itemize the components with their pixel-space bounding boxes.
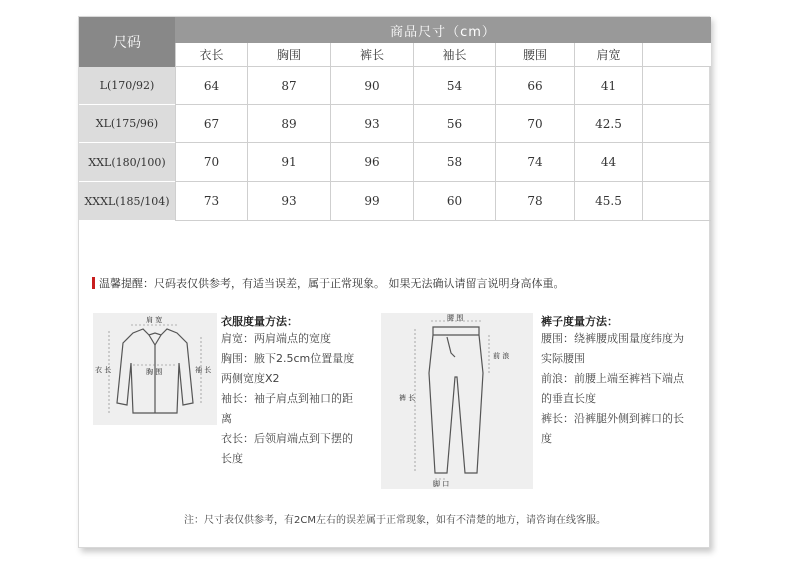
table-cell-empty [642,143,711,182]
table-cell-empty [642,67,711,105]
length-label: 衣 长 [95,366,112,374]
method-line: 的垂直长度 [541,392,596,405]
column-header: 裤长 [330,43,413,67]
table-cell: 56 [413,105,495,143]
size-label: XXL(180/100) [79,143,175,182]
hem-label: 脚 口 [433,480,450,488]
shoulder-label: 肩 宽 [146,316,163,324]
rise-label: 前 浪 [493,352,510,360]
table-cell: 90 [330,67,413,105]
table-cell: 73 [175,182,247,221]
table-cell: 74 [495,143,574,182]
column-header: 肩宽 [574,43,642,67]
table-cell: 91 [247,143,330,182]
method-line: 胸围：腋下2.5cm位置量度 [221,352,355,365]
chest-label: 胸 围 [146,368,163,376]
reminder-tip [92,275,565,291]
method-line: 袖长：袖子肩点到袖口的距 [221,392,353,405]
column-header: 衣长 [175,43,247,67]
table-cell: 54 [413,67,495,105]
table-cell: 93 [330,105,413,143]
method-line: 前浪：前腰上端至裤裆下端点 [541,372,684,385]
size-label: L(170/92) [79,67,175,105]
column-header: 腰围 [495,43,574,67]
size-chart-card [78,16,710,548]
pants-method-text [541,329,684,449]
tip-marker [92,277,95,289]
size-label: XXXL(185/104) [79,182,175,221]
footer-note: 注：尺寸表仅供参考，有2CM左右的误差属于正常现象，如有不清楚的地方，请咨询在线客服。 [184,515,606,526]
method-line: 肩宽：两肩端点的宽度 [221,332,331,345]
table-cell: 78 [495,182,574,221]
shirt-method-title: 衣服度量方法： [221,315,298,328]
table-cell: 41 [574,67,642,105]
method-line: 裤长：沿裤腿外侧到裤口的长 [541,412,684,425]
pants-diagram [381,313,533,489]
column-header: 袖长 [413,43,495,67]
table-cell: 70 [175,143,247,182]
method-line: 两侧宽度X2 [221,372,280,385]
table-cell: 70 [495,105,574,143]
table-cell: 67 [175,105,247,143]
table-cell: 44 [574,143,642,182]
method-line: 度 [541,432,552,445]
table-cell: 87 [247,67,330,105]
size-label: XL(175/96) [79,105,175,143]
method-line: 实际腰围 [541,352,585,365]
table-title: 商品尺寸（cm） [175,17,711,43]
column-header-empty [642,43,711,67]
pants-length-label: 裤 长 [399,394,416,402]
table-cell: 42.5 [574,105,642,143]
table-cell: 64 [175,67,247,105]
waist-label: 腰 围 [447,314,464,322]
table-cell: 99 [330,182,413,221]
column-header: 胸围 [247,43,330,67]
method-line: 腰围：绕裤腰成围量度纬度为 [541,332,684,345]
method-line: 离 [221,412,232,425]
method-line: 衣长：后领肩端点到下摆的 [221,432,353,445]
sleeve-label: 袖 长 [195,366,212,374]
shirt-method-text [221,329,354,469]
table-cell: 66 [495,67,574,105]
table-cell: 96 [330,143,413,182]
tip-text: 温馨提醒：尺码表仅供参考，有适当误差，属于正常现象。 如果无法确认请留言说明身高体重。 [99,277,565,290]
table-cell-empty [642,182,711,221]
table-cell-empty [642,105,711,143]
method-line: 长度 [221,452,243,465]
size-header: 尺码 [79,17,175,67]
table-cell: 89 [247,105,330,143]
shirt-diagram [93,313,217,425]
table-cell: 93 [247,182,330,221]
table-cell: 60 [413,182,495,221]
table-cell: 58 [413,143,495,182]
table-cell: 45.5 [574,182,642,221]
pants-method-title: 裤子度量方法： [541,315,618,328]
